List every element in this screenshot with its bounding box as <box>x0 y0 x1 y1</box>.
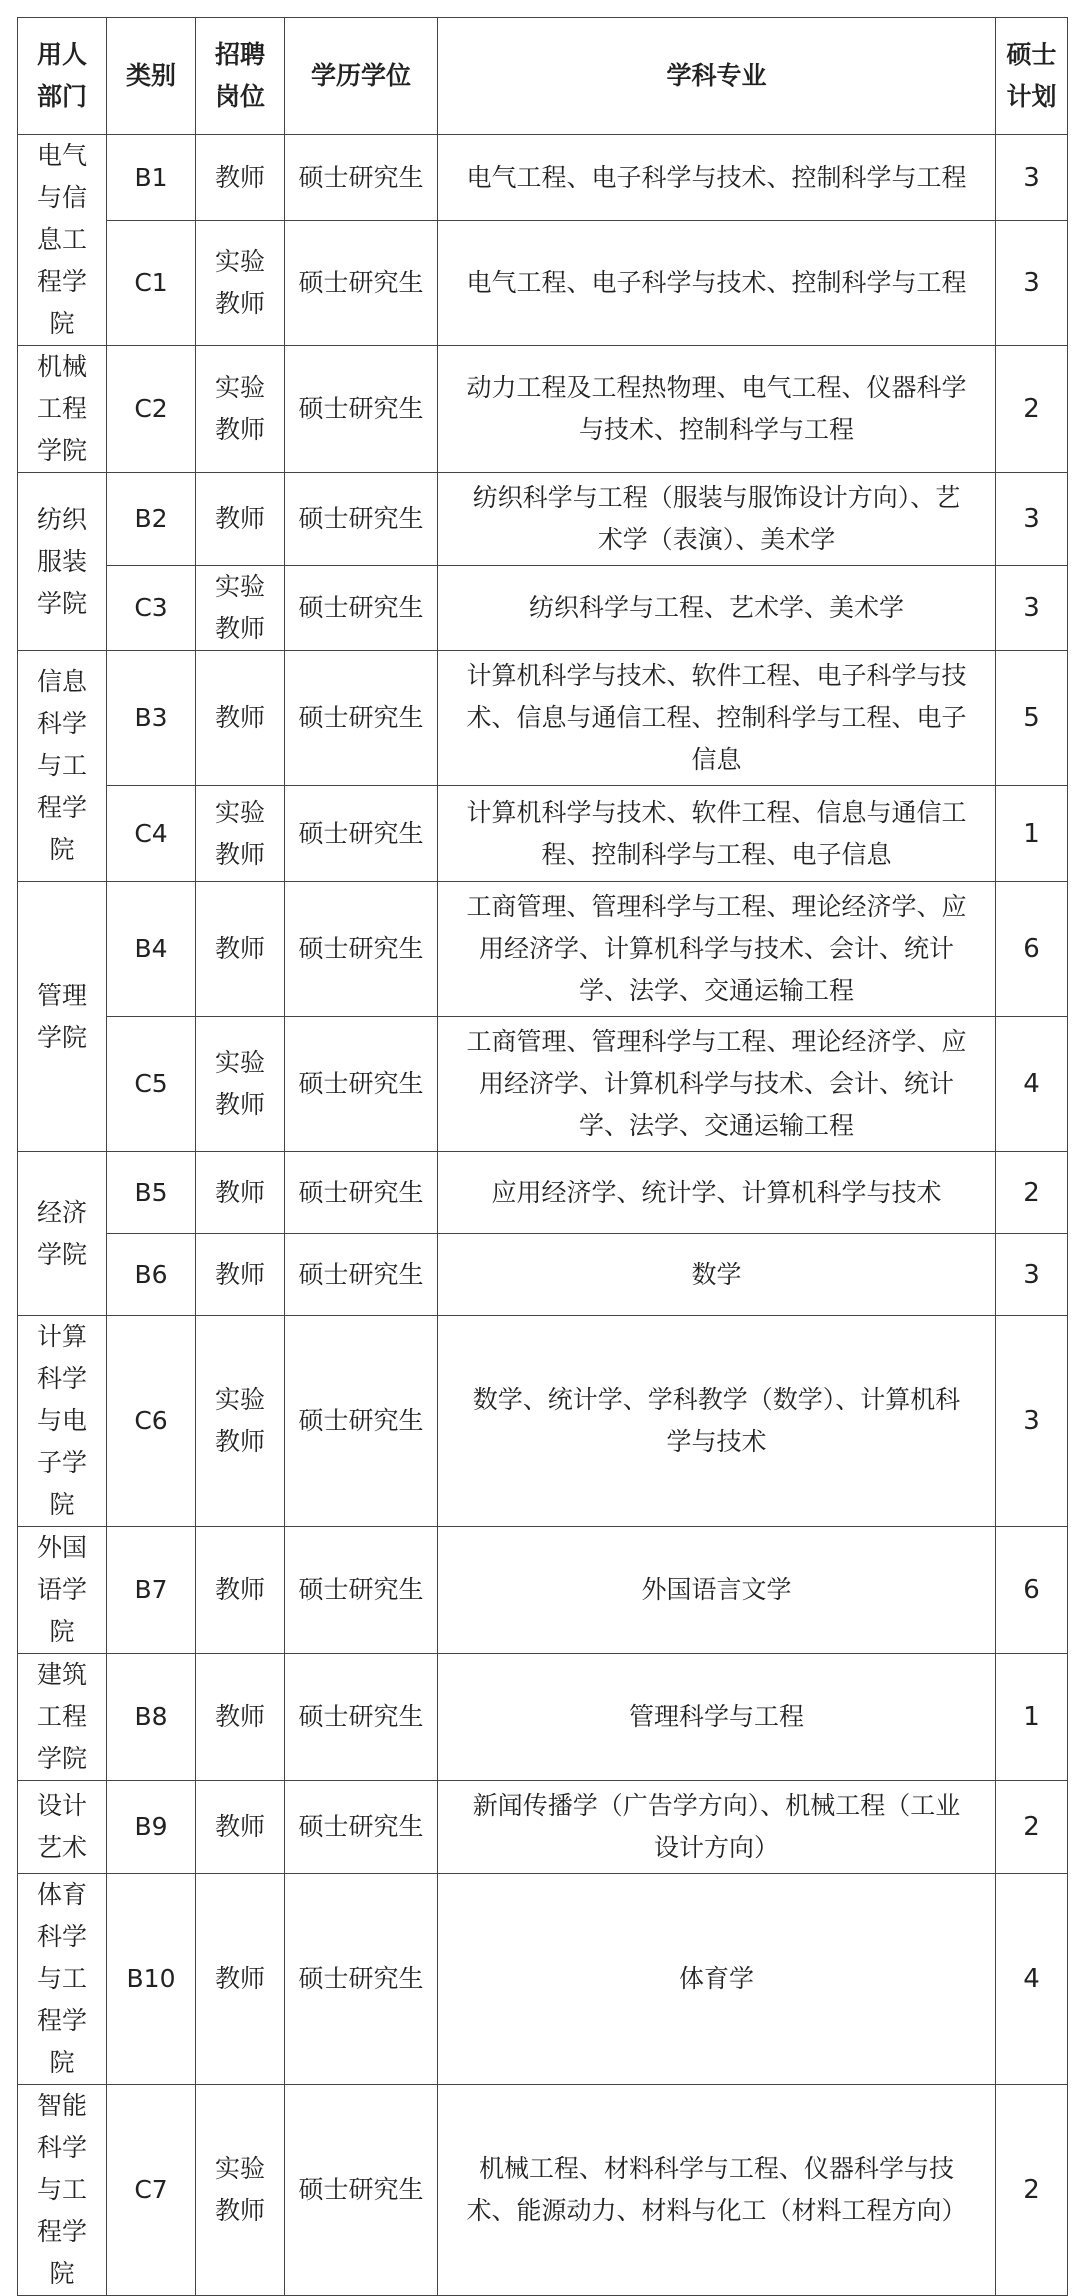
dept-cell: 信息科学与工程学院 <box>18 651 107 882</box>
education-cell: 硕士研究生 <box>285 1654 438 1781</box>
major-cell: 数学、统计学、学科教学（数学）、计算机科学与技术 <box>438 1316 996 1527</box>
education-cell: 硕士研究生 <box>285 786 438 882</box>
dept-cell: 纺织服装学院 <box>18 473 107 651</box>
table-row <box>18 1316 1068 1527</box>
dept-cell: 建筑工程学院 <box>18 1654 107 1781</box>
plan-cell: 2 <box>996 2085 1068 2296</box>
major-cell: 数学 <box>438 1234 996 1316</box>
position-cell: 实验教师 <box>196 1017 285 1152</box>
category-cell: B7 <box>107 1527 196 1654</box>
plan-cell: 3 <box>996 473 1068 566</box>
table-row <box>18 221 1068 346</box>
plan-cell: 3 <box>996 135 1068 221</box>
major-cell: 电气工程、电子科学与技术、控制科学与工程 <box>438 221 996 346</box>
header-category: 类别 <box>107 18 196 135</box>
category-cell: B4 <box>107 882 196 1017</box>
major-cell: 纺织科学与工程（服装与服饰设计方向）、艺术学（表演）、美术学 <box>438 473 996 566</box>
dept-cell: 管理学院 <box>18 882 107 1152</box>
category-cell: B1 <box>107 135 196 221</box>
table-row <box>18 1874 1068 2085</box>
category-cell: C7 <box>107 2085 196 2296</box>
dept-cell: 体育科学与工程学院 <box>18 1874 107 2085</box>
major-cell: 计算机科学与技术、软件工程、信息与通信工程、控制科学与工程、电子信息 <box>438 786 996 882</box>
dept-cell: 电气与信息工程学院 <box>18 135 107 346</box>
plan-cell: 3 <box>996 1316 1068 1527</box>
position-cell: 教师 <box>196 1654 285 1781</box>
table-row <box>18 346 1068 473</box>
plan-cell: 2 <box>996 346 1068 473</box>
category-cell: C6 <box>107 1316 196 1527</box>
table-row <box>18 473 1068 566</box>
dept-cell: 机械工程学院 <box>18 346 107 473</box>
plan-cell: 2 <box>996 1152 1068 1234</box>
recruitment-table <box>17 17 1068 2296</box>
major-cell: 计算机科学与技术、软件工程、电子科学与技术、信息与通信工程、控制科学与工程、电子信息 <box>438 651 996 786</box>
category-cell: C3 <box>107 566 196 651</box>
dept-cell: 设计艺术 <box>18 1781 107 1874</box>
major-cell: 体育学 <box>438 1874 996 2085</box>
education-cell: 硕士研究生 <box>285 1527 438 1654</box>
position-cell: 教师 <box>196 135 285 221</box>
table-row <box>18 1527 1068 1654</box>
recruitment-table-container <box>17 17 1067 2296</box>
table-row <box>18 1781 1068 1874</box>
position-cell: 实验教师 <box>196 2085 285 2296</box>
plan-cell: 1 <box>996 786 1068 882</box>
category-cell: C2 <box>107 346 196 473</box>
position-cell: 实验教师 <box>196 1316 285 1527</box>
position-cell: 教师 <box>196 651 285 786</box>
education-cell: 硕士研究生 <box>285 1874 438 2085</box>
position-cell: 教师 <box>196 882 285 1017</box>
position-cell: 教师 <box>196 473 285 566</box>
position-cell: 教师 <box>196 1527 285 1654</box>
education-cell: 硕士研究生 <box>285 1152 438 1234</box>
position-cell: 实验教师 <box>196 221 285 346</box>
education-cell: 硕士研究生 <box>285 651 438 786</box>
plan-cell: 1 <box>996 1654 1068 1781</box>
header-plan: 硕士计划 <box>996 18 1068 135</box>
education-cell: 硕士研究生 <box>285 882 438 1017</box>
education-cell: 硕士研究生 <box>285 2085 438 2296</box>
dept-cell: 经济学院 <box>18 1152 107 1316</box>
table-row <box>18 2085 1068 2296</box>
table-row <box>18 651 1068 786</box>
major-cell: 动力工程及工程热物理、电气工程、仪器科学与技术、控制科学与工程 <box>438 346 996 473</box>
header-education: 学历学位 <box>285 18 438 135</box>
header-position: 招聘岗位 <box>196 18 285 135</box>
major-cell: 新闻传播学（广告学方向）、机械工程（工业设计方向） <box>438 1781 996 1874</box>
plan-cell: 4 <box>996 1874 1068 2085</box>
category-cell: B8 <box>107 1654 196 1781</box>
major-cell: 电气工程、电子科学与技术、控制科学与工程 <box>438 135 996 221</box>
category-cell: C5 <box>107 1017 196 1152</box>
plan-cell: 3 <box>996 1234 1068 1316</box>
plan-cell: 2 <box>996 1781 1068 1874</box>
plan-cell: 3 <box>996 566 1068 651</box>
table-row <box>18 882 1068 1017</box>
position-cell: 实验教师 <box>196 346 285 473</box>
table-row <box>18 135 1068 221</box>
header-major: 学科专业 <box>438 18 996 135</box>
category-cell: B2 <box>107 473 196 566</box>
position-cell: 教师 <box>196 1781 285 1874</box>
major-cell: 机械工程、材料科学与工程、仪器科学与技术、能源动力、材料与化工（材料工程方向） <box>438 2085 996 2296</box>
plan-cell: 6 <box>996 1527 1068 1654</box>
dept-cell: 外国语学院 <box>18 1527 107 1654</box>
dept-cell: 智能科学与工程学院 <box>18 2085 107 2296</box>
header-dept: 用人部门 <box>18 18 107 135</box>
table-row <box>18 1234 1068 1316</box>
education-cell: 硕士研究生 <box>285 1781 438 1874</box>
table-row <box>18 566 1068 651</box>
plan-cell: 3 <box>996 221 1068 346</box>
position-cell: 教师 <box>196 1152 285 1234</box>
education-cell: 硕士研究生 <box>285 346 438 473</box>
major-cell: 工商管理、管理科学与工程、理论经济学、应用经济学、计算机科学与技术、会计、统计学、法学、交通运输工程 <box>438 1017 996 1152</box>
plan-cell: 5 <box>996 651 1068 786</box>
category-cell: C4 <box>107 786 196 882</box>
major-cell: 管理科学与工程 <box>438 1654 996 1781</box>
table-row <box>18 1152 1068 1234</box>
category-cell: B6 <box>107 1234 196 1316</box>
major-cell: 工商管理、管理科学与工程、理论经济学、应用经济学、计算机科学与技术、会计、统计学、法学、交通运输工程 <box>438 882 996 1017</box>
plan-cell: 6 <box>996 882 1068 1017</box>
education-cell: 硕士研究生 <box>285 1017 438 1152</box>
category-cell: B3 <box>107 651 196 786</box>
table-row <box>18 1654 1068 1781</box>
category-cell: B10 <box>107 1874 196 2085</box>
education-cell: 硕士研究生 <box>285 1316 438 1527</box>
dept-cell: 计算科学与电子学院 <box>18 1316 107 1527</box>
education-cell: 硕士研究生 <box>285 135 438 221</box>
major-cell: 应用经济学、统计学、计算机科学与技术 <box>438 1152 996 1234</box>
education-cell: 硕士研究生 <box>285 473 438 566</box>
position-cell: 教师 <box>196 1234 285 1316</box>
position-cell: 实验教师 <box>196 566 285 651</box>
table-row <box>18 786 1068 882</box>
plan-cell: 4 <box>996 1017 1068 1152</box>
category-cell: B9 <box>107 1781 196 1874</box>
education-cell: 硕士研究生 <box>285 1234 438 1316</box>
major-cell: 纺织科学与工程、艺术学、美术学 <box>438 566 996 651</box>
major-cell: 外国语言文学 <box>438 1527 996 1654</box>
education-cell: 硕士研究生 <box>285 566 438 651</box>
position-cell: 教师 <box>196 1874 285 2085</box>
header-row <box>18 18 1068 135</box>
position-cell: 实验教师 <box>196 786 285 882</box>
table-row <box>18 1017 1068 1152</box>
education-cell: 硕士研究生 <box>285 221 438 346</box>
category-cell: B5 <box>107 1152 196 1234</box>
category-cell: C1 <box>107 221 196 346</box>
